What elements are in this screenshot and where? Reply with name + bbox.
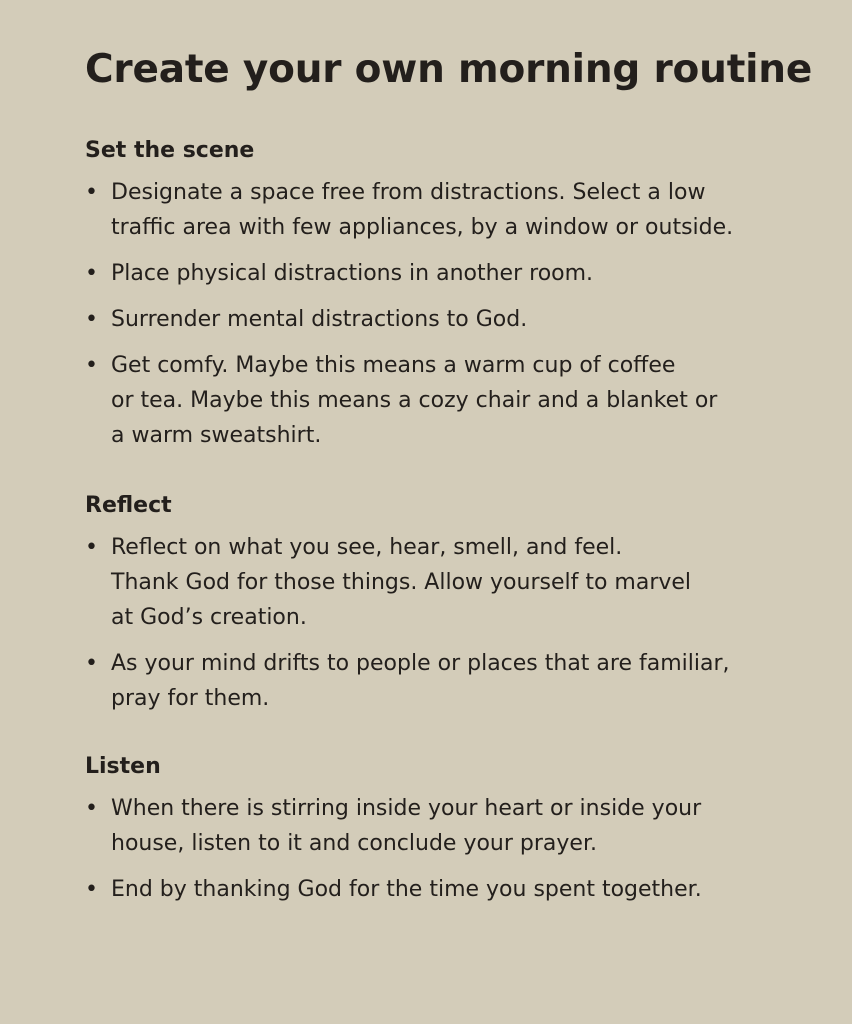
bullet-icon: •	[85, 353, 98, 378]
bullet-list	[85, 175, 812, 453]
section-heading: Listen	[85, 754, 161, 779]
list-item	[85, 302, 812, 337]
list-item-text: Surrender mental distractions to God.	[111, 307, 528, 332]
list-item-text: Place physical distractions in another room.	[111, 261, 594, 286]
bullet-icon: •	[85, 796, 98, 821]
list-item-text: Thank God for those things. Allow yourself to marvel	[111, 570, 692, 595]
list-item-text: When there is stirring inside your heart or inside your	[111, 796, 702, 821]
bullet-icon: •	[85, 651, 98, 676]
section-set-the-scene	[85, 134, 812, 453]
list-item-text: Reflect on what you see, hear, smell, and feel.	[111, 535, 623, 560]
list-item	[85, 175, 812, 245]
bullet-list	[85, 530, 812, 716]
list-item	[85, 530, 812, 635]
list-item-text: End by thanking God for the time you spent together.	[111, 877, 702, 902]
bullet-icon: •	[85, 180, 98, 205]
bullet-icon: •	[85, 307, 98, 332]
list-item	[85, 256, 812, 291]
list-item	[85, 791, 812, 861]
list-item-text: or tea. Maybe this means a cozy chair and a blanket or	[111, 388, 718, 413]
bullet-icon: •	[85, 261, 98, 286]
section-heading: Reflect	[85, 493, 172, 518]
bullet-icon: •	[85, 877, 98, 902]
page-title: Create your own morning routine	[85, 47, 813, 92]
list-item-text: As your mind drifts to people or places that are familiar,	[111, 651, 730, 676]
list-item	[85, 646, 812, 716]
section-listen	[85, 750, 812, 907]
list-item	[85, 872, 812, 907]
bullet-icon: •	[85, 535, 98, 560]
list-item-text: Get comfy. Maybe this means a warm cup of coffee	[111, 353, 676, 378]
list-item-text: pray for them.	[111, 686, 270, 711]
section-reflect	[85, 489, 812, 716]
bullet-list	[85, 791, 812, 907]
list-item-text: traffic area with few appliances, by a window or outside.	[111, 215, 734, 240]
section-heading: Set the scene	[85, 138, 255, 163]
list-item-text: a warm sweatshirt.	[111, 423, 322, 448]
list-item-text: house, listen to it and conclude your prayer.	[111, 831, 597, 856]
list-item	[85, 348, 812, 453]
list-item-text: Designate a space free from distractions. Select a low	[111, 180, 706, 205]
list-item-text: at God’s creation.	[111, 605, 307, 630]
